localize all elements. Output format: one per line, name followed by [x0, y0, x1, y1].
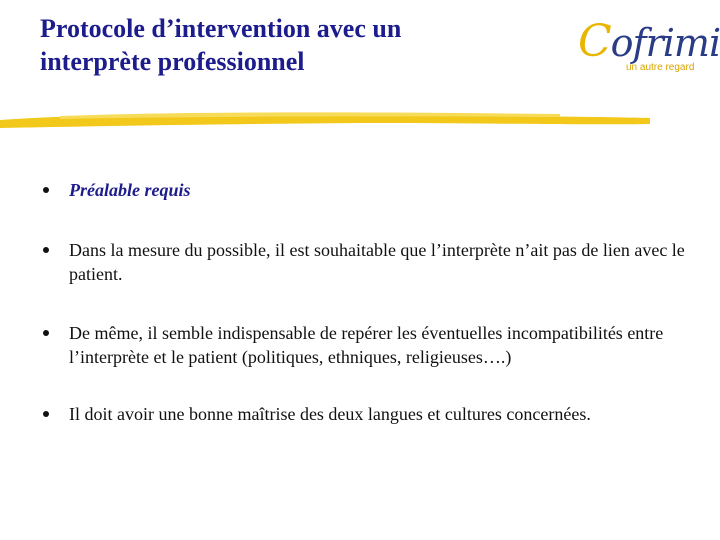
bullet-item [40, 321, 690, 369]
logo-tagline: un autre regard [626, 62, 695, 73]
bullet-text: Préalable requis [69, 180, 191, 200]
bullet-dot-icon [43, 411, 49, 417]
slide-title-line-1: Protocole d’intervention avec un [40, 14, 402, 43]
yellow-brush-divider [0, 108, 720, 130]
cofrimi-logo [578, 16, 720, 84]
bullet-text: Dans la mesure du possible, il est souhaitable que l’interprète n’ait pas de lien avec le patient. [69, 240, 685, 284]
bullet-item [40, 402, 690, 426]
bullet-item [40, 178, 690, 202]
bullet-item [40, 238, 690, 286]
logo-rest: ofrimi [610, 21, 720, 65]
bullet-list [40, 178, 690, 426]
logo-wordmark [578, 16, 720, 67]
slide-title [40, 12, 560, 78]
bullet-dot-icon [43, 187, 49, 193]
bullet-text: De même, il semble indispensable de repérer les éventuelles incompatibilités entre l’interprète et le patient (politiques, ethniques, religieuses….) [69, 323, 664, 367]
bullet-text: Il doit avoir une bonne maîtrise des deux langues et cultures concernées. [69, 404, 591, 424]
bullet-dot-icon [43, 247, 49, 253]
bullet-dot-icon [43, 330, 49, 336]
slide-title-line-2: interprète professionnel [40, 47, 305, 76]
logo-first-letter: C [578, 16, 611, 67]
